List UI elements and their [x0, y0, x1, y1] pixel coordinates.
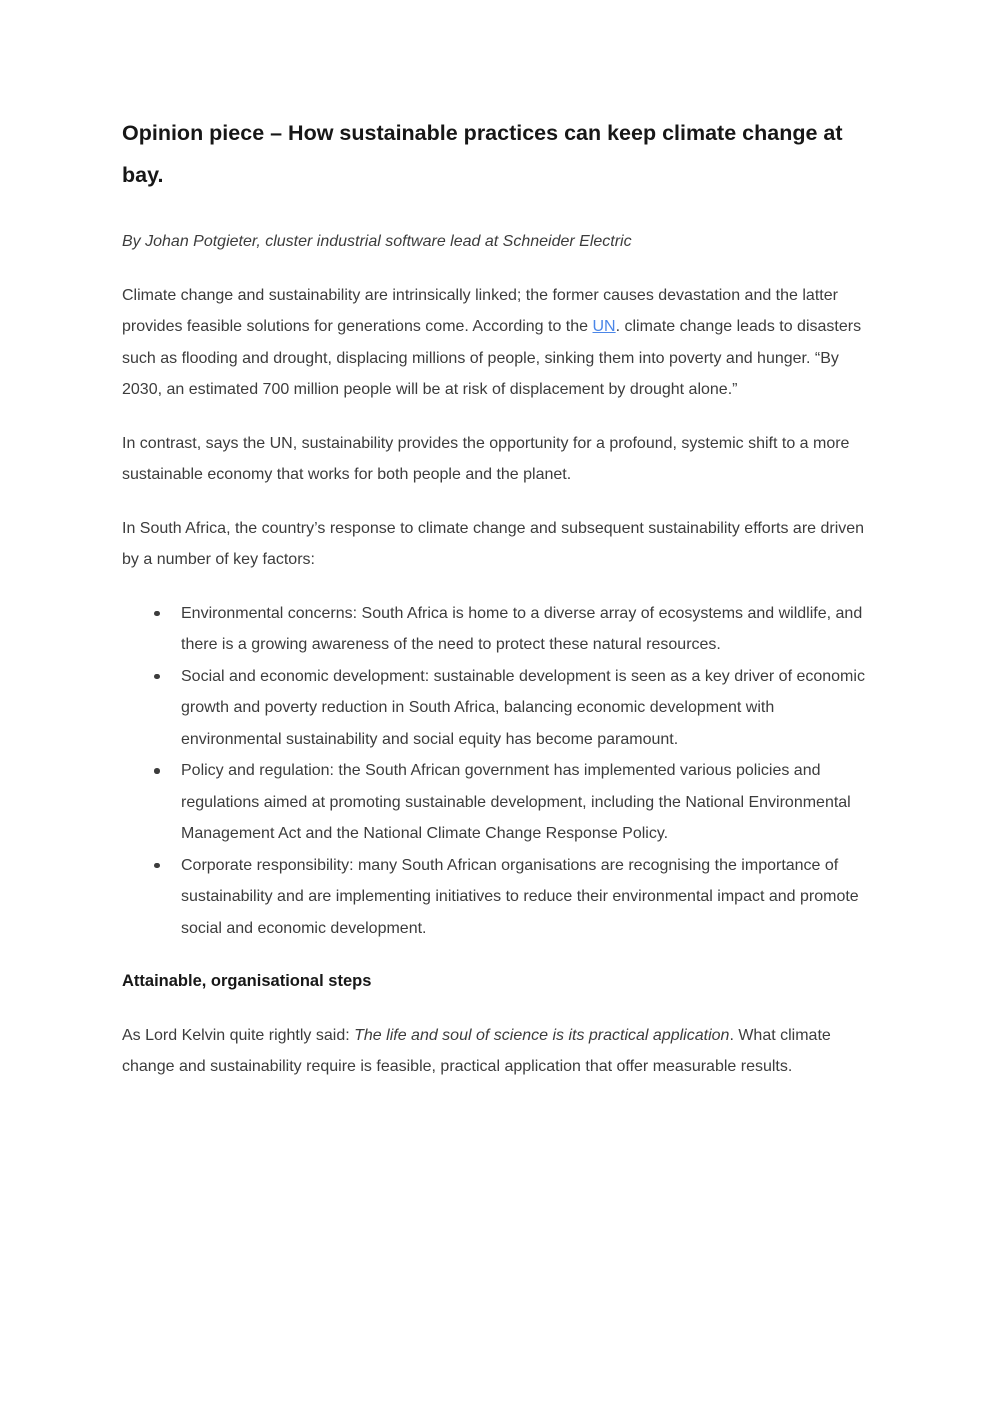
list-item-environmental-concerns: Environmental concerns: South Africa is home to a diverse array of ecosystems and wildlife, and there is a growing awareness of the need to protect these natural resources.	[122, 598, 878, 661]
list-item-corporate-responsibility: Corporate responsibility: many South African organisations are recognising the importance of sustainability and are implementing initiatives to reduce their environmental impact and promote social and economic development.	[122, 850, 878, 945]
lord-kelvin-quote: The life and soul of science is its practical application	[354, 1026, 730, 1044]
paragraph-contrast: In contrast, says the UN, sustainability provides the opportunity for a profound, systemic shift to a more sustainable economy that works for both people and the planet.	[122, 434, 850, 483]
byline: By Johan Potgieter, cluster industrial software lead at Schneider Electric	[122, 233, 632, 250]
key-factors-list	[122, 598, 878, 945]
list-item-policy-regulation: Policy and regulation: the South African government has implemented various policies and regulations aimed at promoting sustainable development, including the National Environmental Management Act and the National Climate Change Response Policy.	[122, 755, 878, 850]
un-link[interactable]: UN	[592, 318, 616, 335]
paragraph-lord-kelvin	[122, 1020, 878, 1083]
list-item-social-economic-development: Social and economic development: sustainable development is seen as a key driver of economic growth and poverty reduction in South Africa, balancing economic development with environmental sustainability and social equity has become paramount.	[122, 661, 878, 756]
paragraph-south-africa: In South Africa, the country’s response to climate change and subsequent sustainability efforts are driven by a number of key factors:	[122, 519, 865, 568]
paragraph-intro-text-post: . climate change leads to disasters such as flooding and drought, displacing millions of people, sinking them into poverty and hunger. “By 2030, an estimated 700 million people will be at risk of displacement by drought alone.”	[122, 318, 862, 398]
paragraph-lord-kelvin-text-pre: As Lord Kelvin quite rightly said:	[122, 1026, 355, 1044]
page-title: Opinion piece – How sustainable practices can keep climate change at bay.	[122, 121, 843, 187]
subheading-attainable-steps: Attainable, organisational steps	[122, 972, 372, 990]
paragraph-intro-text-pre: Climate change and sustainability are intrinsically linked; the former causes devastation and the latter provides feasible solutions for generations come. According to the	[122, 286, 838, 335]
paragraph-intro	[122, 280, 878, 406]
paragraph-lord-kelvin-text-post: . What climate change and sustainability require is feasible, practical application that offer measurable results.	[122, 1026, 831, 1075]
